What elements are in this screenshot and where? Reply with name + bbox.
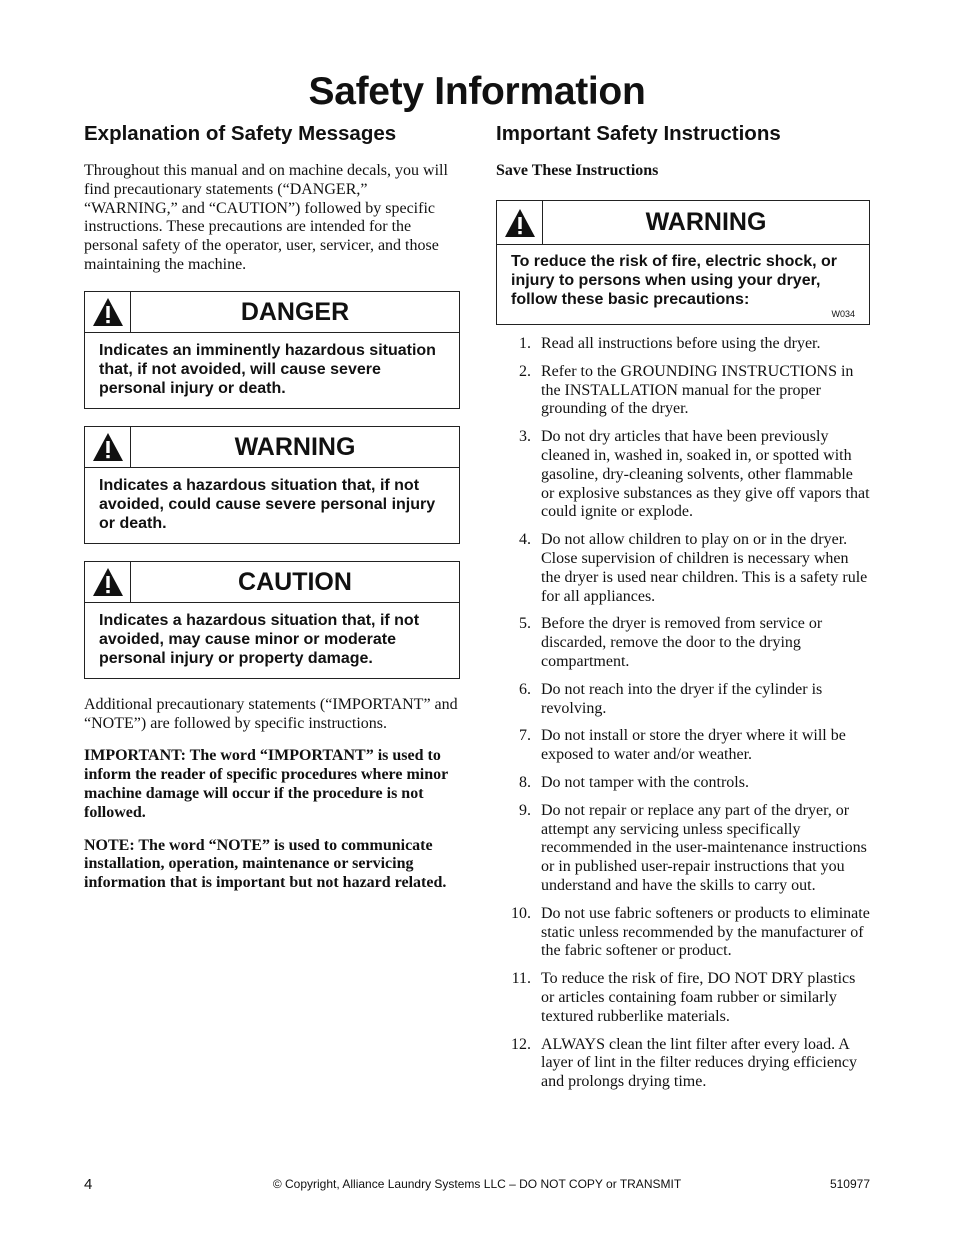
page-number: 4 — [84, 1176, 93, 1193]
list-item: 7. Do not install or store the dryer where it will be exposed to water and/or weather. — [519, 727, 846, 764]
warning-precautions-text: To reduce the risk of fire, electric shock, or injury to persons when using your dryer, follow these basic precautions: — [511, 253, 838, 308]
document-number: 510977 — [829, 1177, 870, 1191]
left-column — [84, 120, 460, 893]
list-item: 3. Do not dry articles that have been previously cleaned in, washed in, soaked in, or spotted with gasoline, dry-cleaning solvents, other flammable or explosive substances as they give off vapors that could ignite or explode. — [519, 428, 870, 521]
warning-triangle-icon — [85, 562, 131, 602]
warning-precautions-box — [496, 200, 870, 325]
save-instructions-label: Save These Instructions — [496, 162, 659, 179]
warning-code: W034 — [831, 309, 855, 319]
right-column — [496, 120, 870, 1101]
warning-label: WARNING — [234, 432, 356, 461]
warning-triangle-icon — [85, 292, 131, 332]
intro-paragraph: Throughout this manual and on machine decals, you will find precautionary statements (“DANGER,” “WARNING,” and “CAUTION”) followed by specific instructions. These precautions are intended for the personal safety of the operator, user, servicer, and those maintaining the machine. — [84, 162, 448, 273]
warning-box — [84, 426, 460, 544]
danger-box — [84, 291, 460, 409]
caution-box — [84, 561, 460, 679]
important-paragraph: IMPORTANT: The word “IMPORTANT” is used to inform the reader of specific procedures where minor machine damage will occur if the procedure is not followed. — [84, 747, 448, 821]
list-item: 4. Do not allow children to play on or in the dryer. Close supervision of children is necessary when the dryer is used near children. This is a safety rule for all appliances. — [519, 531, 868, 605]
warning-triangle-icon — [497, 201, 543, 244]
list-item: 11. To reduce the risk of fire, DO NOT DRY plastics or articles containing foam rubber or similarly textured rubberlike materials. — [511, 970, 856, 1025]
danger-text: Indicates an imminently hazardous situation that, if not avoided, will cause severe personal injury or death. — [99, 341, 436, 397]
section-heading-explanation: Explanation of Safety Messages — [84, 122, 397, 145]
list-item: 9. Do not repair or replace any part of the dryer, or attempt any servicing unless specifically recommended in the user-maintenance instructions or in published user-repair instructions that you understand and have the skills to carry out. — [519, 801, 867, 894]
copyright-notice: © Copyright, Alliance Laundry Systems LLC – DO NOT COPY or TRANSMIT — [272, 1177, 682, 1191]
caution-label: CAUTION — [238, 567, 352, 596]
list-item: 1. Read all instructions before using the dryer. — [519, 335, 821, 352]
danger-label: DANGER — [240, 297, 350, 326]
page-title: Safety Information — [308, 70, 646, 113]
list-item: 10. Do not use fabric softeners or products to eliminate static unless recommended by the manufacturer of the fabric softener or product. — [511, 904, 870, 960]
section-heading-instructions: Important Safety Instructions — [496, 122, 781, 145]
list-item: 2. Refer to the GROUNDING INSTRUCTIONS in the INSTALLATION manual for the proper grounding of the dryer. — [519, 362, 854, 418]
warning-label: WARNING — [645, 208, 767, 236]
list-item: 8. Do not tamper with the controls. — [519, 773, 749, 791]
additional-paragraph: Additional precautionary statements (“IMPORTANT” and “NOTE”) are followed by specific instructions. — [84, 695, 458, 732]
instructions-list — [496, 335, 870, 1092]
list-item: 12. ALWAYS clean the lint filter after every load. A layer of lint in the filter reduces drying efficiency and prolongs drying time. — [511, 1035, 858, 1091]
list-item: 5. Before the dryer is removed from service or discarded, remove the door to the drying compartment. — [519, 615, 823, 670]
caution-text: Indicates a hazardous situation that, if not avoided, may cause minor or moderate personal injury or property damage. — [99, 611, 420, 667]
list-item: 6. Do not reach into the dryer if the cylinder is revolving. — [519, 680, 823, 717]
note-paragraph: NOTE: The word “NOTE” is used to communicate installation, operation, maintenance or servicing information that is important but not hazard related. — [84, 836, 447, 892]
warning-triangle-icon — [85, 427, 131, 467]
warning-text: Indicates a hazardous situation that, if not avoided, could cause severe personal injury or death. — [99, 476, 436, 532]
